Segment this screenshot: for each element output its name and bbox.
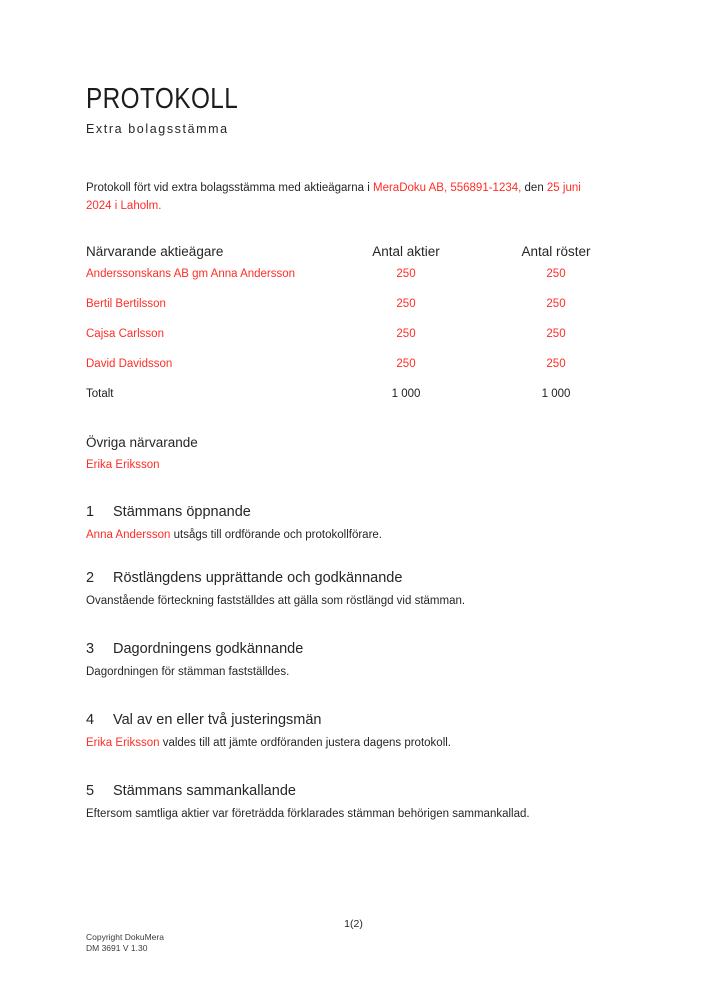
- table-cell-votes: 250: [546, 268, 566, 280]
- section-title-text: Dagordningens godkännande: [113, 641, 304, 657]
- text-segment: 2024 i Laholm.: [86, 199, 162, 212]
- text-segment: den: [521, 182, 547, 194]
- table-cell-name: David Davidsson: [86, 358, 173, 370]
- text-segment: valdes till att jämte ordföranden justera dagens protokoll.: [159, 737, 451, 749]
- copyright-footer: [86, 932, 164, 953]
- section: [86, 711, 631, 751]
- table-cell-name: Cajsa Carlsson: [86, 328, 164, 340]
- section-number: 5: [86, 783, 95, 799]
- table-cell-name: Anderssonskans AB gm Anna Andersson: [86, 268, 296, 280]
- table-cell-shares: 250: [396, 328, 416, 340]
- intro-line: [86, 198, 631, 216]
- table-row: [86, 358, 641, 388]
- text-segment: Ovanstående förteckning fastställdes att gälla som röstlängd vid stämman.: [86, 595, 466, 607]
- section-title: [86, 640, 631, 659]
- text-segment: Anna Andersson: [86, 529, 171, 541]
- text-segment: MeraDoku AB, 556891-1234,: [373, 182, 522, 194]
- table-row: [86, 268, 641, 298]
- document-version: DM 3691 V 1.30: [86, 942, 148, 953]
- table-cell-name: Totalt: [86, 388, 114, 400]
- table-cell-votes: 250: [546, 298, 566, 310]
- section-body: [86, 527, 631, 543]
- column-header-name: Närvarande aktieägare: [86, 244, 224, 259]
- section-body: [86, 735, 631, 751]
- table-cell-votes: 1 000: [541, 388, 571, 400]
- table-cell-votes: 250: [546, 358, 566, 370]
- section-title: [86, 503, 631, 522]
- section: [86, 503, 631, 543]
- attendees-table-rows: [86, 268, 641, 418]
- section-title: [86, 569, 631, 588]
- table-row: [86, 328, 641, 358]
- section-number: 3: [86, 641, 95, 657]
- attendees-table-header: [86, 244, 641, 268]
- text-segment: Protokoll fört vid extra bolagsstämma med aktieägarna i: [86, 182, 373, 194]
- section-body: [86, 593, 631, 609]
- section-title: [86, 782, 631, 801]
- table-row: [86, 298, 641, 328]
- column-header-votes: Antal röster: [521, 244, 591, 259]
- intro-paragraph: [86, 180, 631, 215]
- column-header-shares: Antal aktier: [372, 244, 440, 259]
- table-cell-shares: 250: [396, 298, 416, 310]
- copyright-line: Copyright DokuMera: [86, 932, 164, 942]
- table-cell-shares: 250: [396, 268, 416, 280]
- others-present-section: [86, 434, 198, 473]
- section-body: [86, 664, 631, 680]
- text-segment: Erika Eriksson: [86, 737, 160, 749]
- section-title-text: Röstlängdens upprättande och godkännande: [113, 570, 403, 586]
- others-present-names: [86, 458, 198, 473]
- table-cell-shares: 1 000: [391, 388, 421, 400]
- section: [86, 640, 631, 680]
- others-present-heading: Övriga närvarande: [86, 435, 198, 450]
- document-subtitle: Extra bolagsstämma: [86, 122, 229, 136]
- attendees-table: [86, 244, 641, 418]
- section-number: 1: [86, 504, 95, 520]
- table-row: [86, 388, 641, 418]
- text-segment: Eftersom samtliga aktier var företrädda förklarades stämman behörigen sammankallad.: [86, 808, 530, 820]
- section: [86, 569, 631, 609]
- section-title-text: Stämmans öppnande: [113, 504, 251, 520]
- intro-line: [86, 180, 631, 198]
- table-cell-name: Bertil Bertilsson: [86, 298, 166, 310]
- numbered-sections: [86, 503, 631, 853]
- section-number: 2: [86, 570, 95, 586]
- text-segment: Dagordningen för stämman fastställdes.: [86, 666, 290, 678]
- text-segment: 25 juni: [546, 182, 581, 194]
- table-cell-votes: 250: [546, 328, 566, 340]
- table-cell-shares: 250: [396, 358, 416, 370]
- section-body: [86, 806, 631, 822]
- page-number: 1(2): [344, 918, 363, 930]
- document-title: PROTOKOLL: [86, 83, 239, 115]
- section-title-text: Stämmans sammankallande: [113, 783, 296, 799]
- section-number: 4: [86, 712, 95, 728]
- section: [86, 782, 631, 822]
- text-segment: utsågs till ordförande och protokollförare.: [170, 529, 382, 541]
- section-title: [86, 711, 631, 730]
- attendee-name: Erika Eriksson: [86, 459, 160, 471]
- section-title-text: Val av en eller två justeringsmän: [113, 712, 322, 728]
